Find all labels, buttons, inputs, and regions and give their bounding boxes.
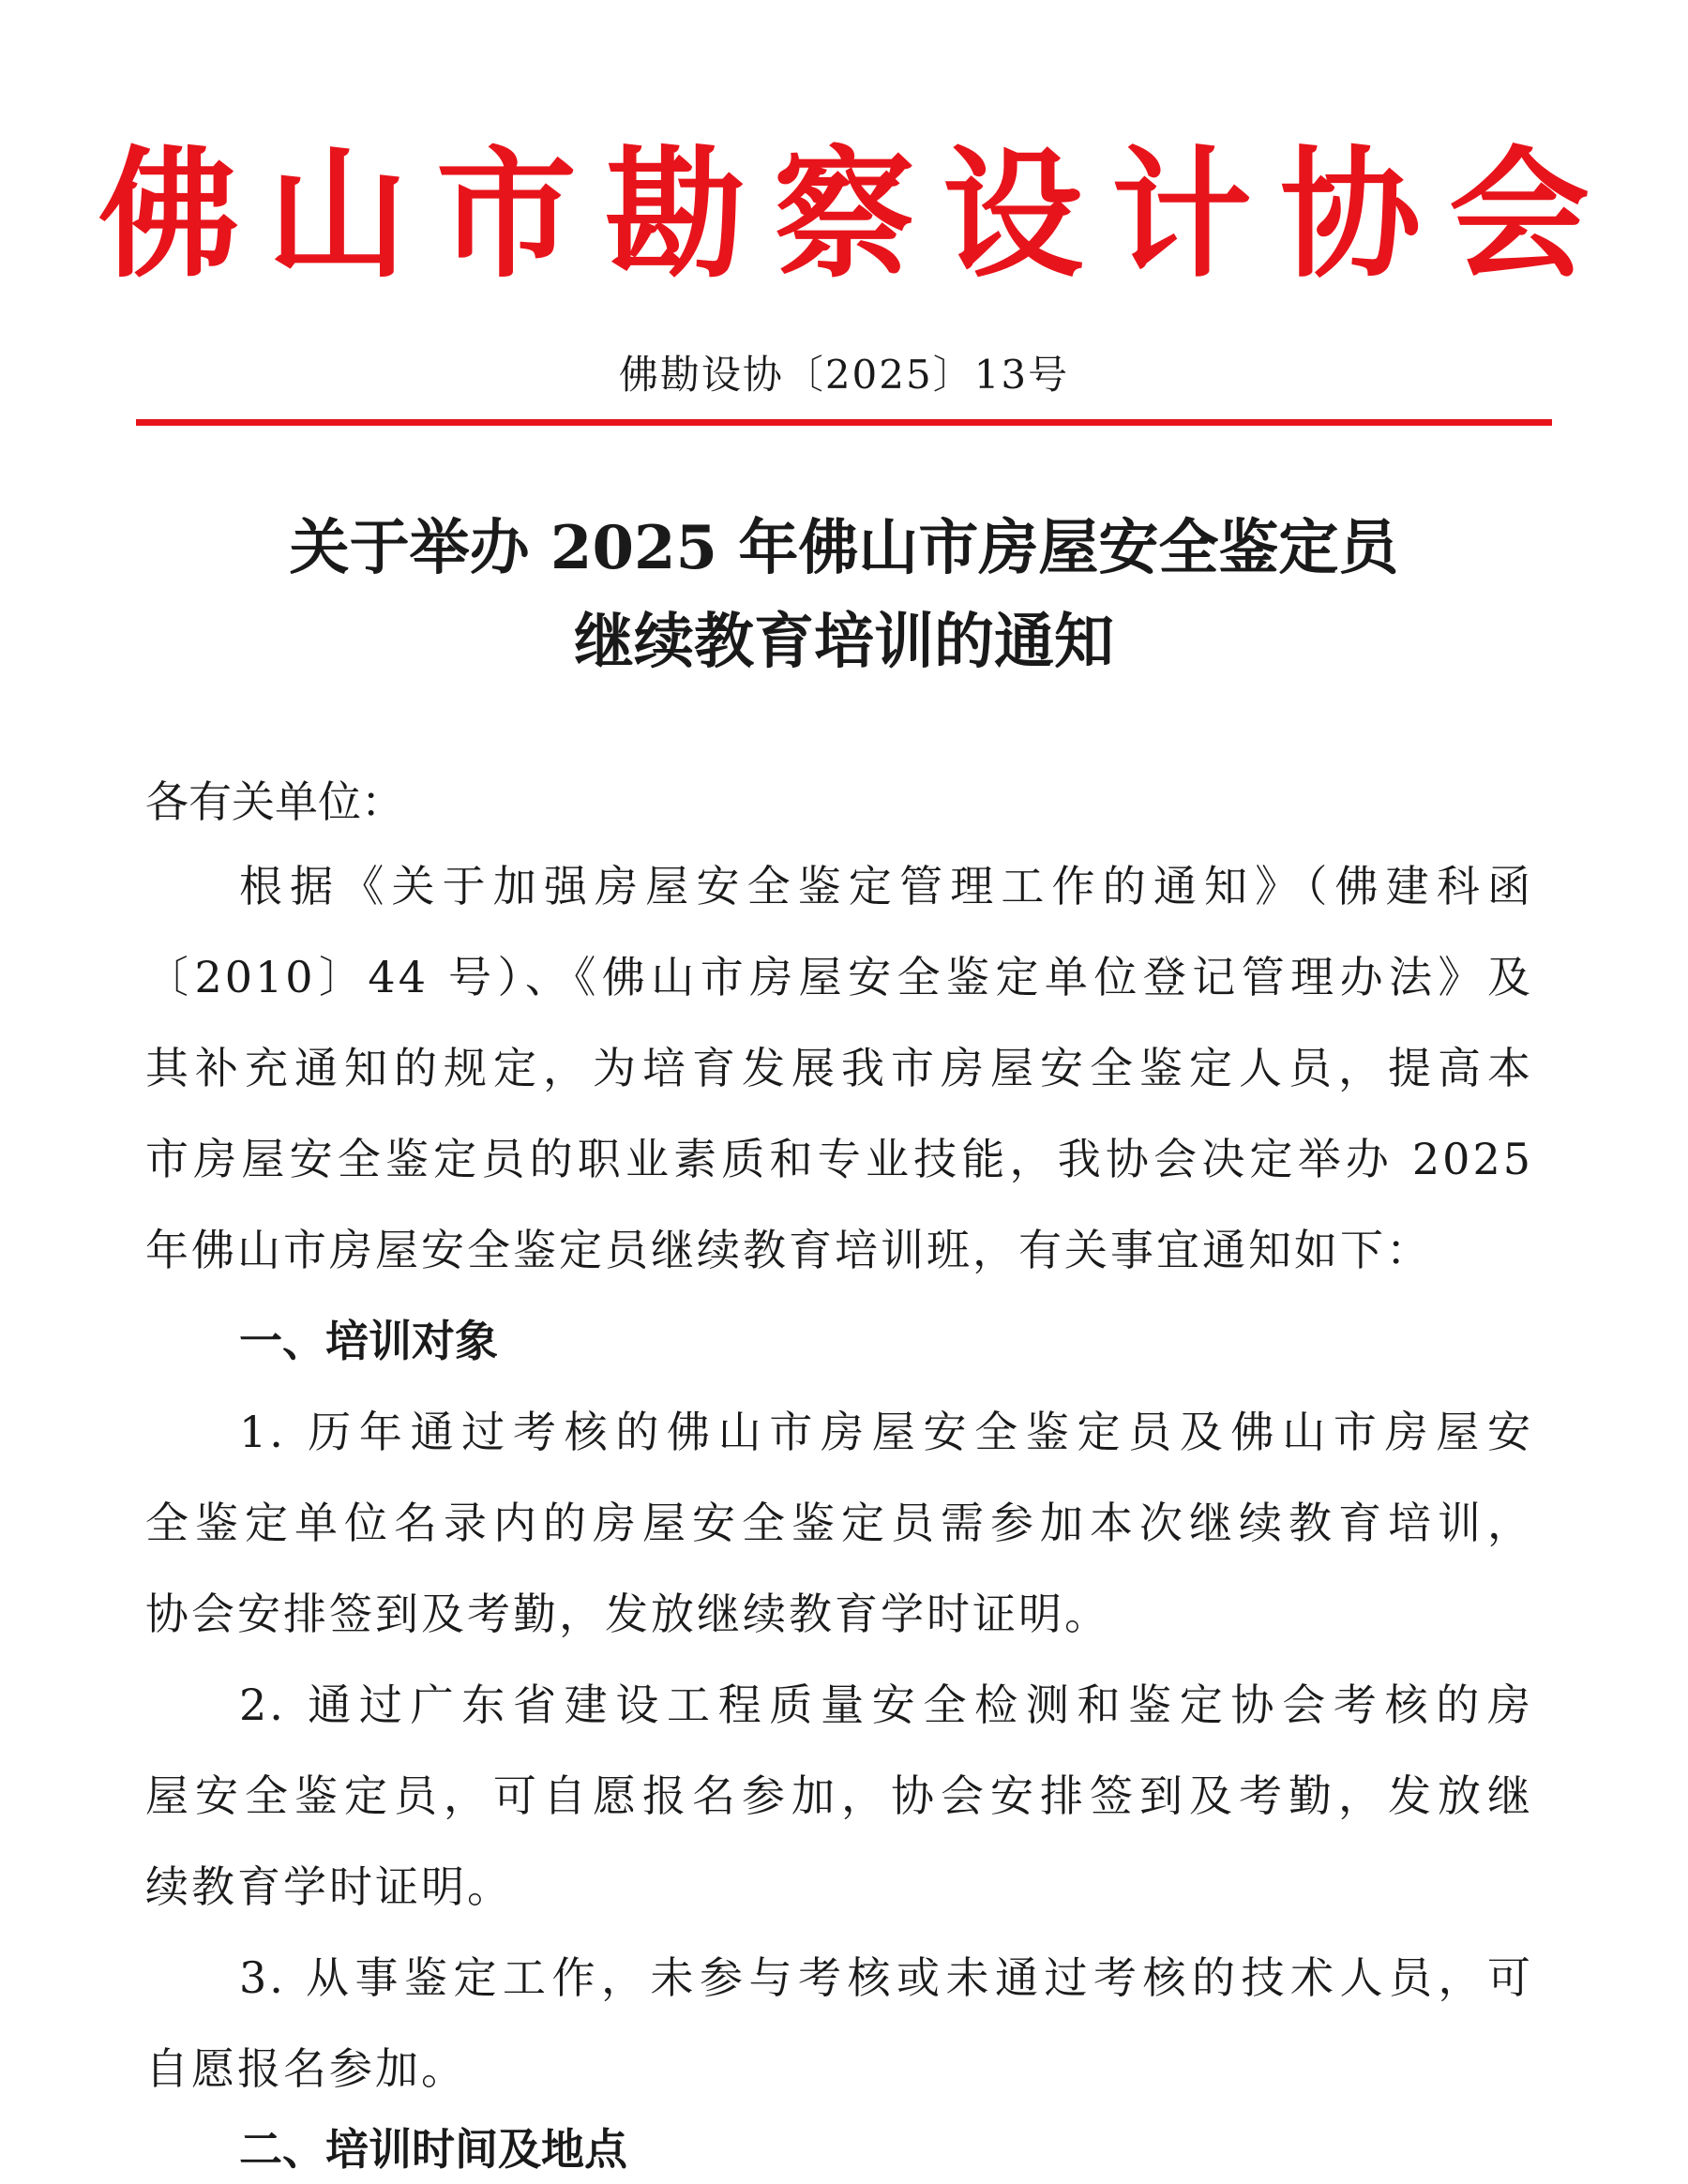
item-2-line-3: 续教育学时证明。 xyxy=(145,1861,513,1912)
intro-line-1: 根据《关于加强房屋安全鉴定管理工作的通知》（佛建科函 xyxy=(239,861,1533,911)
item-1-line-3: 协会安排签到及考勤，发放继续教育学时证明。 xyxy=(145,1589,1110,1639)
item-3-line-2: 自愿报名参加。 xyxy=(145,2043,467,2094)
salutation: 各有关单位： xyxy=(145,776,404,827)
intro-line-4: 市房屋安全鉴定员的职业素质和专业技能，我协会决定举办 2025 xyxy=(145,1134,1533,1184)
item-1-line-2: 全鉴定单位名录内的房屋安全鉴定员需参加本次继续教育培训， xyxy=(145,1498,1533,1548)
section-heading-1: 一、培训对象 xyxy=(239,1316,498,1366)
item-1-line-1: 1. 历年通过考核的佛山市房屋安全鉴定员及佛山市房屋安 xyxy=(239,1407,1533,1457)
item-2-line-2: 屋安全鉴定员，可自愿报名参加，协会安排签到及考勤，发放继 xyxy=(145,1770,1533,1821)
intro-line-2: 〔2010〕44 号）、《佛山市房屋安全鉴定单位登记管理办法》及 xyxy=(145,952,1533,1002)
notice-title-line-1: 关于举办 2025 年佛山市房屋安全鉴定员 xyxy=(289,513,1399,583)
intro-line-5: 年佛山市房屋安全鉴定员继续教育培训班，有关事宜通知如下： xyxy=(145,1225,1432,1275)
item-3-line-1: 3. 从事鉴定工作，未参与考核或未通过考核的技术人员，可 xyxy=(239,1952,1533,2003)
red-divider-line xyxy=(136,419,1552,426)
org-name-header: 佛山市勘察设计协会 xyxy=(98,134,1618,297)
item-2-line-1: 2. 通过广东省建设工程质量安全检测和鉴定协会考核的房 xyxy=(239,1679,1533,1730)
intro-line-3: 其补充通知的规定，为培育发展我市房屋安全鉴定人员，提高本 xyxy=(145,1043,1533,1093)
section-heading-2: 二、培训时间及地点 xyxy=(239,2124,627,2175)
document-number: 佛勘设协〔2025〕13号 xyxy=(618,352,1070,398)
notice-title-line-2: 继续教育培训的通知 xyxy=(574,607,1114,677)
